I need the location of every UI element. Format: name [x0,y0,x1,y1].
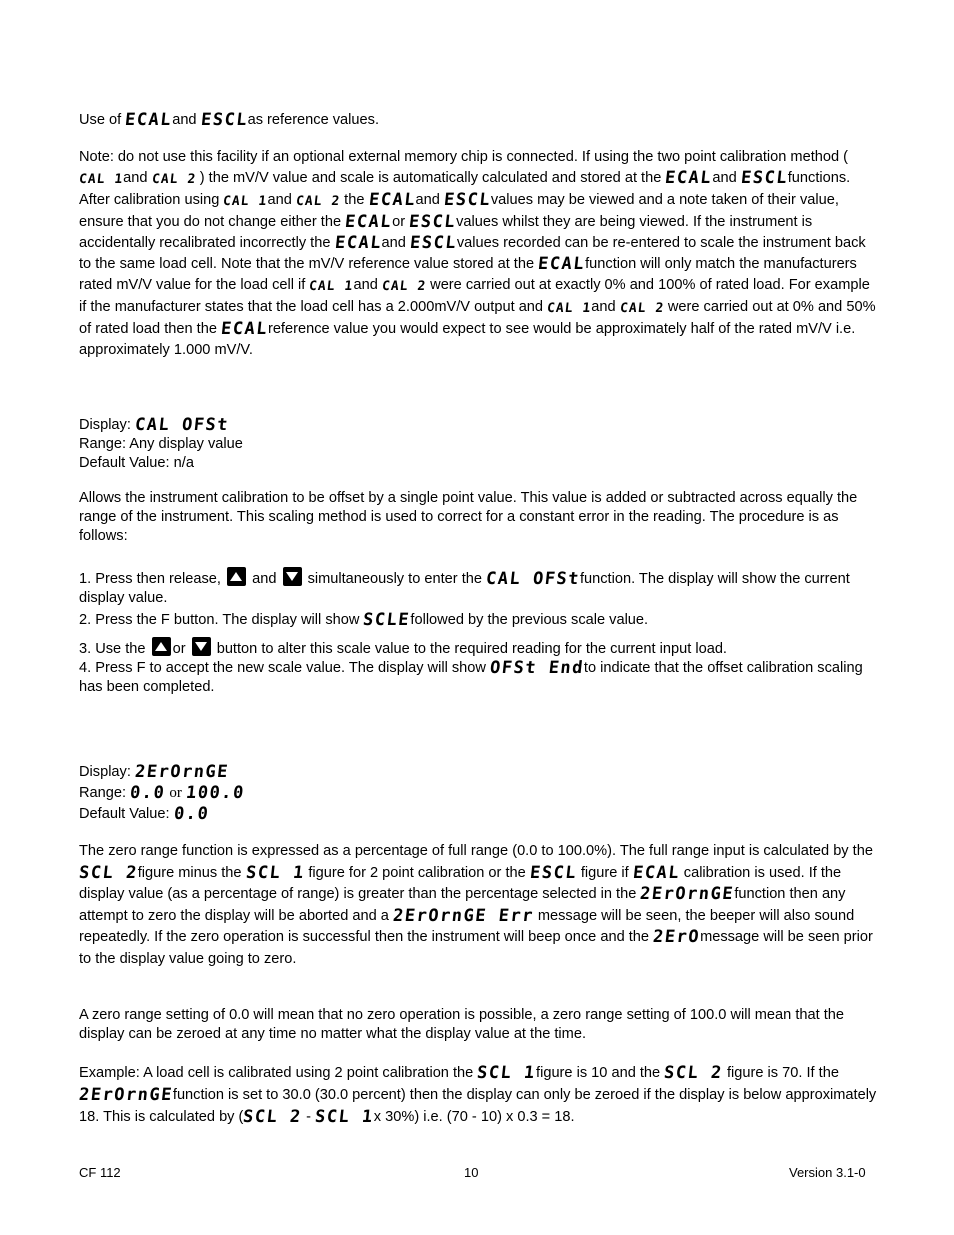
paragraph-note: Note: do not use this facility if an optional external memory chip is connected. If using the two point calibration method (CAL 1and CAL 2 ) the mV/V value and scale is automatically calculated and stored at the ECALand ESCLfunctions. After calibration using CAL 1and CAL 2 the ECALand ESCLvalues may be viewed and a note taken of their value, ensure that you do not change either the ECALor ESCLvalues whilst they are being viewed. If the instrument is accidentally recalibrated incorrectly the ECALand ESCLvalues recorded can be re-entered to scale the instrument back to the same load cell. Note that the mV/V reference value stored at the ECALfunction will only match the manufacturers rated mV/V value for the load cell if CAL 1and CAL 2 were carried out at exactly 0% and 100% of rated load. For example if the manufacturer states that the load cell has a 2.000mV/V output and CAL 1and CAL 2 were carried out at 0% and 50% of rated load then the ECALreference value you would expect to see would be approximately half of the rated mV/V i.e. approximately 1.000 mV/V. [78,149,876,358]
zerorange-code: 2ErOrnGE [133,762,230,782]
up-arrow-icon [227,567,246,586]
footer-doc-id: CF 112 [79,1165,121,1180]
ofst-description: Allows the instrument calibration to be offset by a single point value. This value is added or subtracted across equally the range of the instrument. This scaling method is used to correct for a constant error in the reading. The procedure is as follows: [79,490,858,544]
footer-page-number: 10 [464,1165,479,1180]
scle-code: SCLE [362,610,412,630]
ofst-step-2: 2. Press the F button. The display will show SCLEfollowed by the previous scale value. [79,610,649,630]
ofst-end-code: OFSt End [489,658,585,678]
down-arrow-icon [192,637,211,656]
zero-code: 2ErO [652,927,702,947]
escl-code: ESCL [199,110,249,130]
zerorange-err-code: 2ErOrnGE Err [391,905,535,926]
down-arrow-icon [283,567,302,586]
up-arrow-icon [152,637,171,656]
ofst-step-1: 1. Press then release, and simultaneously to enter the CAL OFStfunction. The display will show the current display value. [79,569,850,606]
zerorange-description: The zero range function is expressed as a percentage of full range (0.0 to 100.0%). The full range input is calculated by the SCL 2figure minus the SCL 1 figure for 2 point calibration or the ESCL figure if ECAL calibration is used. If the display value (as a percentage of range) is greater than the percentage selected in the 2ErOrnGEfunction then any attempt to zero the display will be aborted and a 2ErOrnGE Err message will be seen, the beeper will also sound repeatedly. If the zero operation is successful then the instrument will beep once and the 2ErOmessage will be seen prior to the display value going to zero. [78,843,873,967]
footer-version: Version 3.1-0 [789,1165,866,1180]
paragraph-reference-values: Use of ECALand ESCLas reference values. [79,110,379,130]
ofst-step-4: 4. Press F to accept the new scale value. The display will show OFSt Endto indicate that the offset calibration scaling has been completed. [79,658,863,695]
cal-ofst-code: CAL OFSt [133,415,230,435]
zerorange-note: A zero range setting of 0.0 will mean that no zero operation is possible, a zero range setting of 100.0 will mean that the display can be zeroed at any time no matter what the display value at the time. [79,1007,845,1042]
zerorange-spec: Display: 2ErOrnGE Range: 0.0 or 100.0 Default Value: 0.0 [79,762,246,824]
ecal-code: ECAL [124,110,174,130]
ofst-step-3: 3. Use the or button to alter this scale value to the required reading for the current input load. [79,637,879,659]
zerorange-example: Example: A load cell is calibrated using 2 point calibration the SCL 1figure is 10 and the SCL 2 figure is 70. If the 2ErOrnGEfunction is set to 30.0 (30.0 percent) then the display can only be zeroed if the display is below approximately 18. This is calculated by (SCL 2 - SCL 1x 30%) i.e. (70 - 10) x 0.3 = 18. [77,1063,877,1127]
ofst-spec: Display: CAL OFSt Range: Any display value Default Value: n/a [79,415,243,471]
